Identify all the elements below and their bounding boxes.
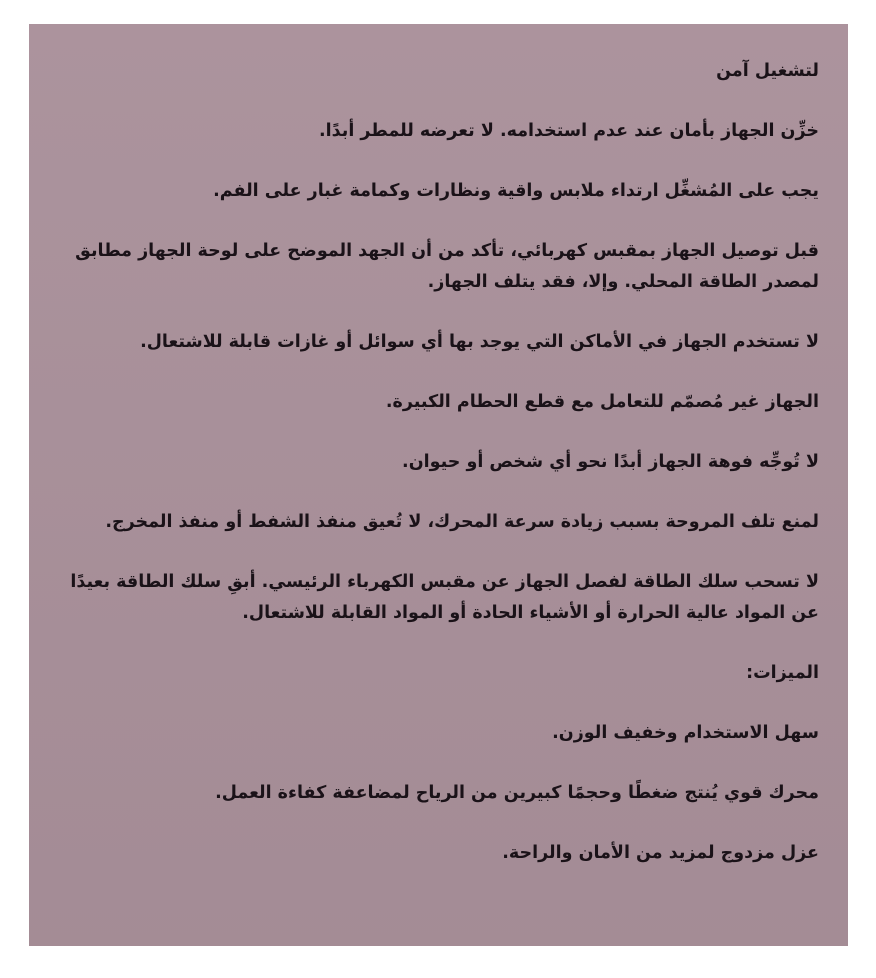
safety-paragraph: لا تستخدم الجهاز في الأماكن التي يوجد بها أي سوائل أو غازات قابلة للاشتعال. (140, 332, 819, 352)
section-heading-features: الميزات: (746, 663, 819, 683)
safety-paragraph: لا تُوجِّه فوهة الجهاز أبدًا نحو أي شخص أو حيوان. (402, 452, 819, 472)
feature-item: محرك قوي يُنتج ضغطًا وحجمًا كبيرين من الرياح لمضاعفة كفاءة العمل. (215, 783, 819, 803)
safety-paragraph: لمنع تلف المروحة بسبب زيادة سرعة المحرك، لا تُعيق منفذ الشفط أو منفذ المخرج. (105, 512, 819, 532)
safety-paragraph: خزِّن الجهاز بأمان عند عدم استخدامه. لا تعرضه للمطر أبدًا. (319, 121, 819, 141)
safety-paragraph: لا تسحب سلك الطاقة لفصل الجهاز عن مقبس الكهرباء الرئيسي. أبقِ سلك الطاقة بعيدًا عن المواد عالية الحرارة أو الأشياء الحادة أو المواد القابلة للاشتعال. (70, 572, 819, 623)
feature-item: سهل الاستخدام وخفيف الوزن. (552, 723, 819, 743)
feature-item: عزل مزدوج لمزيد من الأمان والراحة. (502, 843, 819, 863)
section-heading-safe-operation: لتشغيل آمن (716, 61, 819, 81)
safety-paragraph: الجهاز غير مُصمّم للتعامل مع قطع الحطام الكبيرة. (385, 392, 819, 412)
safety-paragraph: قبل توصيل الجهاز بمقبس كهربائي، تأكد من أن الجهد الموضح على لوحة الجهاز مطابق لمصدر الطاقة المحلي. وإلا، فقد يتلف الجهاز. (75, 241, 819, 292)
safety-paragraph: يجب على المُشغِّل ارتداء ملابس واقية ونظارات وكمامة غبار على الفم. (213, 181, 819, 201)
document-panel (29, 24, 848, 946)
